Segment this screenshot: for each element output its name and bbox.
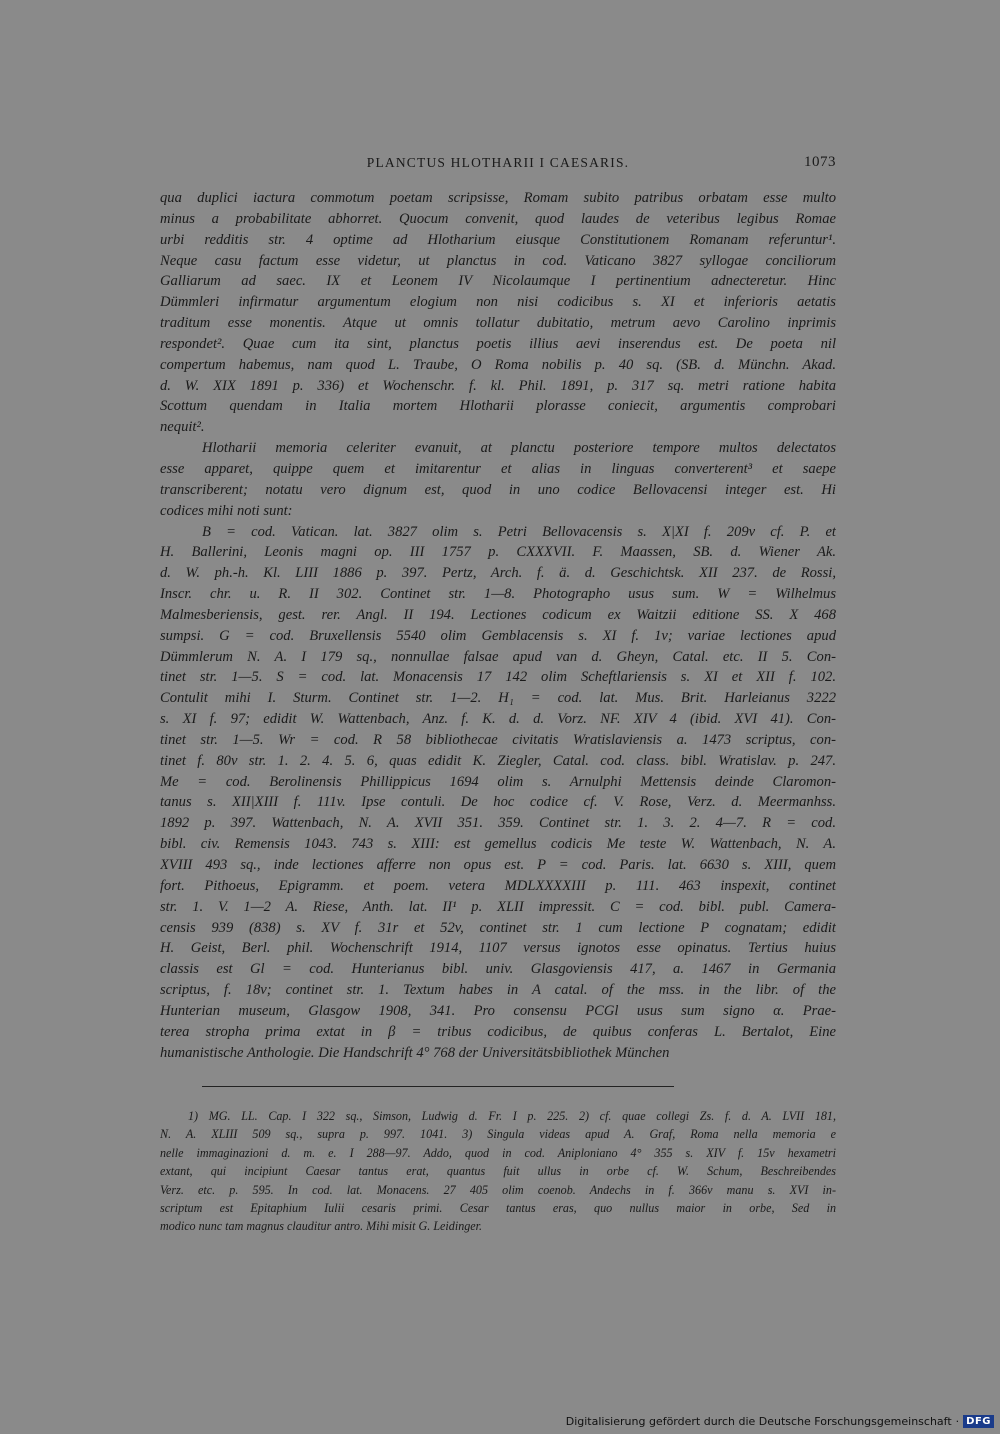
text-line: H. Geist, Berl. phil. Wochenschrift 1914, 1107 versus ignotos esse opinatus. Tertius huius	[160, 940, 836, 957]
text-line: Dümmlerum N. A. I 179 sq., nonnullae falsae apud van d. Gheyn, Catal. etc. II 5. Con-	[160, 648, 836, 665]
text-line: qua duplici iactura commotum poetam scripsisse, Romam subito patribus orbatam esse multo	[160, 190, 836, 206]
text-line: str. 1. V. 1—2 A. Riese, Anth. lat. II¹ p. XLII impressit. C = cod. bibl. publ. Camera-	[160, 898, 836, 915]
page-number: 1073	[804, 154, 836, 170]
text-line: scriptus, f. 18v; continet str. 1. Textum habes in A catal. of the mss. in the libr. of the	[160, 982, 836, 999]
footnote-line: Verz. etc. p. 595. In cod. lat. Monacens. 27 405 olim coenob. Andechs in f. 366v manu s. XVI in-	[160, 1182, 836, 1197]
text-line: Malmesberiensis, gest. rer. Angl. II 194. Lectiones codicum ex Waitzii editione SS. X 468	[160, 606, 836, 623]
text-line: compertum habemus, nam quod L. Traube, O Roma nobilis p. 40 sq. (SB. d. Münchn. Akad.	[160, 356, 836, 373]
text-line: sumpsi. G = cod. Bruxellensis 5540 olim Gemblacensis s. XI f. 1v; variae lectiones apud	[160, 627, 836, 644]
text-line: respondet². Quae cum ita sint, planctus poetis illius aevi inserendus est. De poeta nil	[160, 335, 836, 352]
page-header	[160, 152, 836, 176]
running-title: PLANCTUS HLOTHARII I CAESARIS.	[366, 155, 630, 170]
text-line: transcriberent; notatu vero dignum est, quod in uno codice Bellovacensi integer est. Hi	[160, 481, 836, 498]
text-line: fort. Pithoeus, Epigramm. et poem. vetera MDLXXXXIII p. 111. 463 inspexit, continet	[160, 877, 836, 894]
text-line: esse apparet, quippe quem et imitarentur et alias in linguas converterent³ et saepe	[160, 460, 836, 477]
text-line: Neque casu factum esse videtur, ut planctus in cod. Vaticano 3827 syllogae conciliorum	[160, 252, 836, 269]
text-line: Scottum quendam in Italia mortem Hlotharii plorasse coniecit, argumentis comprobari	[160, 398, 836, 415]
text-line: tinet str. 1—5. S = cod. lat. Monacensis 17 142 olim Scheftlariensis s. XI et XII f. 102.	[160, 669, 836, 686]
text-line: traditum esse monentis. Atque ut omnis tollatur dubitatio, metrum aevo Carolino inprimis	[160, 315, 836, 332]
text-line: d. W. ph.-h. Kl. LIII 1886 p. 397. Pertz, Arch. f. ä. d. Geschichtsk. XII 237. de Rossi,	[160, 565, 836, 582]
text-line: nequit².	[160, 419, 205, 436]
text-line: Me = cod. Berolinensis Phillippicus 1694 olim s. Arnulphi Mettensis deinde Claromon-	[160, 773, 836, 790]
text-line: Galliarum ad saec. IX et Leonem IV Nicolaumque I pertinentium adnecteretur. Hinc	[160, 273, 836, 290]
text-line: minus a probabilitate abhorret. Quocum convenit, quod laudes de veteribus legibus Romae	[160, 210, 836, 227]
text-line: Hlotharii memoria celeriter evanuit, at planctu posteriore tempore multos delectatos	[202, 440, 836, 457]
text-line: terea stropha prima extat in β = tribus codicibus, de quibus conferas L. Bertalot, Eine	[160, 1023, 836, 1040]
footnote-line: scriptum est Epitaphium Iulii cesaris primi. Cesar tantus eras, quo nullus maior in orbe, Sed in	[160, 1200, 836, 1215]
footnotes-block	[160, 1107, 836, 1236]
text-line: tinet str. 1—5. Wr = cod. R 58 bibliothecae civitatis Wratislaviensis a. 1473 scriptus, con-	[160, 731, 836, 748]
funding-text: Digitalisierung gefördert durch die Deutsche Forschungsgemeinschaft	[565, 1414, 952, 1428]
text-line: bibl. civ. Remensis 1043. 743 s. XIII: est gemellus codicis Me teste W. Wattenbach, N. A.	[160, 836, 836, 853]
funding-footer: Digitalisierung gefördert durch die Deutsche Forschungsgemeinschaft · DFG	[566, 1412, 994, 1430]
text-line: tanus s. XII|XIII f. 111v. Ipse contuli. De hoc codice cf. V. Rose, Verz. d. Meermanhss.	[160, 794, 836, 811]
text-line: Contulit mihi I. Sturm. Continet str. 1—2. H₁ = cod. lat. Mus. Brit. Harleianus 3222	[160, 690, 836, 707]
footnote-line: 1) MG. LL. Cap. I 322 sq., Simson, Ludwig d. Fr. I p. 225. 2) cf. quae collegi Zs. f. d. A. LVII 181,	[188, 1109, 836, 1123]
text-line: Dümmleri infirmatur argumentum elogium non nisi codicibus s. XI et inferioris aetatis	[160, 294, 836, 311]
footnote-divider	[202, 1086, 674, 1087]
text-line: 1892 p. 397. Wattenbach, N. A. XVII 351. 359. Continet str. 1. 3. 2. 4—7. R = cod.	[160, 815, 836, 832]
text-line: H. Ballerini, Leonis magni op. III 1757 p. CXXXVII. F. Maassen, SB. d. Wiener Ak.	[160, 544, 836, 561]
text-line: classis est Gl = cod. Hunterianus bibl. univ. Glasgoviensis 417, a. 1467 in Germania	[160, 961, 836, 978]
footnote-line: nelle immaginazioni d. m. e. I 288—97. Addo, quod in cod. Aniploniano 4° 355 s. XIV f. 15v hexametri	[160, 1145, 836, 1160]
text-line: Hunterian museum, Glasgow 1908, 341. Pro consensu PCGl usus sum signo α. Prae-	[160, 1002, 836, 1019]
text-line: XVIII 493 sq., inde lectiones afferre non opus est. P = cod. Paris. lat. 6630 s. XIII, quem	[160, 857, 836, 873]
footnote-line: modico nunc tam magnus clauditur antro. Mihi misit G. Leidinger.	[160, 1219, 483, 1234]
footnote-line: N. A. XLIII 509 sq., supra p. 997. 1041. 3) Singula videas apud A. Graf, Roma nella memoria e	[160, 1127, 836, 1142]
text-line: B = cod. Vatican. lat. 3827 olim s. Petri Bellovacensis s. X|XI f. 209v cf. P. et	[202, 523, 836, 540]
text-line: tinet f. 80v str. 1. 2. 4. 5. 6, quas edidit K. Ziegler, Catal. cod. class. bibl. Wratislav. p. 247.	[160, 752, 836, 769]
text-line: censis 939 (838) s. XV f. 31r et 52v, continet str. 1 cum lectione P cognatam; edidit	[160, 919, 836, 936]
footnote-line: extant, qui incipiunt Caesar tantus erat, quantus fuit ullus in orbe cf. W. Schum, Beschreibendes	[160, 1164, 836, 1179]
text-line: humanistische Anthologie. Die Handschrift 4° 768 der Universitätsbibliothek München	[160, 1044, 670, 1061]
text-line: d. W. XIX 1891 p. 336) et Wochenschr. f. kl. Phil. 1891, p. 317 sq. metri ratione habita	[160, 377, 836, 394]
dfg-logo-icon: DFG	[963, 1415, 994, 1428]
text-line: Inscr. chr. u. R. II 302. Continet str. 1—8. Photographo usus sum. W = Wilhelmus	[160, 586, 836, 603]
text-line: s. XI f. 97; edidit W. Wattenbach, Anz. f. K. d. d. Vorz. NF. XIV 4 (ibid. XVI 41). Con-	[160, 711, 836, 728]
text-line: codices mihi noti sunt:	[160, 502, 293, 519]
text-line: urbi redditis str. 4 optime ad Hlotharium eiusque Constitutionem Romanam referuntur¹.	[160, 231, 836, 248]
main-text-block	[160, 188, 836, 1063]
